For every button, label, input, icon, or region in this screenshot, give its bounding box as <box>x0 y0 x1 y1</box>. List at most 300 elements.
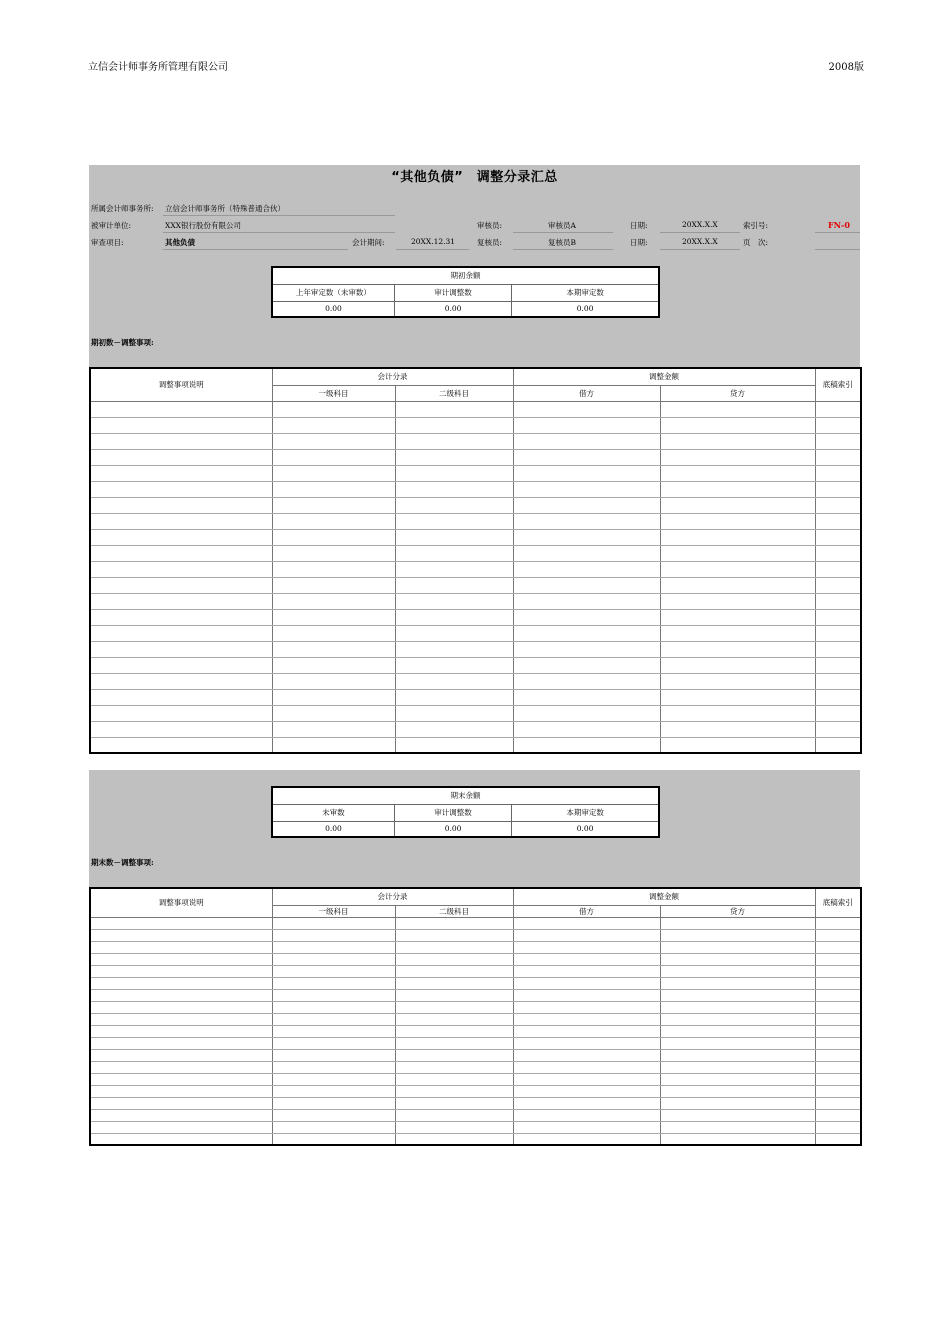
table-cell[interactable] <box>660 641 815 657</box>
table-cell[interactable] <box>395 497 513 513</box>
table-cell[interactable] <box>513 1001 660 1013</box>
table-cell[interactable] <box>660 449 815 465</box>
table-cell[interactable] <box>660 1049 815 1061</box>
table-cell[interactable] <box>815 953 861 965</box>
table-cell[interactable] <box>272 689 395 705</box>
table-cell[interactable] <box>513 1097 660 1109</box>
table-cell[interactable] <box>660 737 815 753</box>
auditor-underline <box>513 232 613 233</box>
table-cell[interactable] <box>90 737 272 753</box>
table-cell[interactable] <box>272 401 395 417</box>
table-cell[interactable] <box>815 657 861 673</box>
table-row <box>90 593 861 609</box>
table-cell[interactable] <box>395 1025 513 1037</box>
table-cell[interactable] <box>272 513 395 529</box>
table-cell[interactable] <box>660 593 815 609</box>
table-cell[interactable] <box>272 673 395 689</box>
table-cell[interactable] <box>90 497 272 513</box>
table-cell[interactable] <box>815 561 861 577</box>
date1-underline <box>660 232 740 233</box>
table-cell[interactable] <box>90 1013 272 1025</box>
table-cell[interactable] <box>815 673 861 689</box>
table-cell[interactable] <box>90 545 272 561</box>
table-cell[interactable] <box>815 593 861 609</box>
table-cell[interactable] <box>395 1013 513 1025</box>
table-cell[interactable] <box>395 953 513 965</box>
table-cell[interactable] <box>513 577 660 593</box>
table-cell[interactable] <box>660 577 815 593</box>
table-cell[interactable] <box>513 1061 660 1073</box>
table-cell[interactable] <box>90 449 272 465</box>
table-cell[interactable] <box>395 561 513 577</box>
table-cell[interactable] <box>513 941 660 953</box>
auditor-label: 审核员: <box>477 221 503 230</box>
table-cell[interactable] <box>513 1073 660 1085</box>
table-cell[interactable] <box>660 1037 815 1049</box>
table-cell[interactable] <box>513 1133 660 1145</box>
table-cell[interactable] <box>90 641 272 657</box>
date2-value: 20XX.X.X <box>682 237 718 246</box>
table-row <box>90 433 861 449</box>
table-row <box>90 917 861 929</box>
table-cell[interactable] <box>395 977 513 989</box>
table-cell[interactable] <box>815 497 861 513</box>
table-cell[interactable] <box>513 953 660 965</box>
table-row <box>90 673 861 689</box>
table-cell[interactable] <box>90 1061 272 1073</box>
table-cell[interactable] <box>815 929 861 941</box>
table-cell[interactable] <box>395 929 513 941</box>
table-row <box>90 721 861 737</box>
table-cell[interactable] <box>660 529 815 545</box>
client-value: XXX银行股份有限公司 <box>165 221 242 230</box>
table-cell[interactable] <box>272 465 395 481</box>
table-cell[interactable] <box>660 989 815 1001</box>
table-cell[interactable] <box>660 1025 815 1037</box>
table-cell[interactable] <box>815 705 861 721</box>
table-cell[interactable] <box>272 1049 395 1061</box>
table-cell[interactable] <box>90 465 272 481</box>
table-cell[interactable] <box>513 561 660 577</box>
table-cell[interactable] <box>815 433 861 449</box>
table-cell[interactable] <box>395 917 513 929</box>
table-cell[interactable] <box>90 1037 272 1049</box>
table-cell[interactable] <box>815 917 861 929</box>
table-cell[interactable] <box>660 1109 815 1121</box>
table-cell[interactable] <box>660 929 815 941</box>
table-cell[interactable] <box>513 1025 660 1037</box>
table-cell[interactable] <box>513 737 660 753</box>
level1-header: 一级科目 <box>272 385 395 401</box>
table-cell[interactable] <box>660 953 815 965</box>
table-cell[interactable] <box>90 593 272 609</box>
table-cell[interactable] <box>513 1121 660 1133</box>
table-cell[interactable] <box>660 497 815 513</box>
table-cell[interactable] <box>815 1073 861 1085</box>
table-cell[interactable] <box>513 1085 660 1097</box>
opening-section-label: 期初数－调整事项: <box>91 338 154 347</box>
table-cell[interactable] <box>90 1109 272 1121</box>
table-cell[interactable] <box>660 1097 815 1109</box>
table-cell[interactable] <box>272 1097 395 1109</box>
table-cell[interactable] <box>272 577 395 593</box>
table-cell[interactable] <box>815 1109 861 1121</box>
entry-header: 会计分录 <box>272 888 513 905</box>
table-cell[interactable] <box>395 1037 513 1049</box>
table-cell[interactable] <box>513 609 660 625</box>
table-cell[interactable] <box>395 721 513 737</box>
table-row <box>90 465 861 481</box>
table-cell[interactable] <box>272 965 395 977</box>
table-cell[interactable] <box>513 965 660 977</box>
table-cell[interactable] <box>815 641 861 657</box>
table-cell[interactable] <box>395 1085 513 1097</box>
table-cell[interactable] <box>815 1085 861 1097</box>
opening-balance-table <box>271 266 660 318</box>
index-value: FN-0 <box>828 220 850 230</box>
table-cell[interactable] <box>90 1133 272 1145</box>
table-cell[interactable] <box>513 401 660 417</box>
table-cell[interactable] <box>90 529 272 545</box>
credit-header: 贷方 <box>660 385 815 401</box>
opening-adjustments-table <box>89 367 862 754</box>
table-cell[interactable] <box>272 737 395 753</box>
table-cell[interactable] <box>90 481 272 497</box>
table-cell[interactable] <box>90 941 272 953</box>
table-cell[interactable] <box>90 989 272 1001</box>
table-cell[interactable] <box>272 529 395 545</box>
table-cell[interactable] <box>815 1049 861 1061</box>
table-cell[interactable] <box>815 625 861 641</box>
table-row <box>90 657 861 673</box>
table-cell[interactable] <box>272 1013 395 1025</box>
closing-col-1: 未审数 <box>272 804 394 821</box>
table-cell[interactable] <box>513 929 660 941</box>
table-cell[interactable] <box>513 689 660 705</box>
index-underline <box>815 232 860 233</box>
table-cell[interactable] <box>90 977 272 989</box>
table-cell[interactable] <box>272 449 395 465</box>
table-cell[interactable] <box>395 593 513 609</box>
date2-label: 日期: <box>630 238 648 247</box>
table-cell[interactable] <box>90 561 272 577</box>
table-cell[interactable] <box>395 965 513 977</box>
table-cell[interactable] <box>815 737 861 753</box>
table-cell[interactable] <box>815 529 861 545</box>
table-cell[interactable] <box>272 1061 395 1073</box>
table-cell[interactable] <box>272 705 395 721</box>
table-cell[interactable] <box>815 1121 861 1133</box>
table-cell[interactable] <box>90 705 272 721</box>
table-cell[interactable] <box>660 965 815 977</box>
table-cell[interactable] <box>272 417 395 433</box>
table-cell[interactable] <box>660 561 815 577</box>
table-cell[interactable] <box>815 513 861 529</box>
amount-header: 调整金额 <box>513 888 815 905</box>
table-cell[interactable] <box>815 1013 861 1025</box>
table-cell[interactable] <box>660 1085 815 1097</box>
table-cell[interactable] <box>90 625 272 641</box>
table-cell[interactable] <box>513 917 660 929</box>
table-cell[interactable] <box>660 417 815 433</box>
index-label: 索引号: <box>743 221 769 230</box>
table-cell[interactable] <box>395 641 513 657</box>
date1-label: 日期: <box>630 221 648 230</box>
table-cell[interactable] <box>513 1049 660 1061</box>
table-cell[interactable] <box>395 481 513 497</box>
table-cell[interactable] <box>272 1121 395 1133</box>
table-cell[interactable] <box>395 577 513 593</box>
item-underline <box>163 249 348 250</box>
table-cell[interactable] <box>395 433 513 449</box>
table-cell[interactable] <box>90 689 272 705</box>
table-cell[interactable] <box>90 953 272 965</box>
table-cell[interactable] <box>513 673 660 689</box>
table-cell[interactable] <box>272 609 395 625</box>
table-cell[interactable] <box>815 1025 861 1037</box>
table-cell[interactable] <box>272 593 395 609</box>
reviewer-underline <box>513 249 613 250</box>
table-cell[interactable] <box>513 1013 660 1025</box>
table-cell[interactable] <box>815 577 861 593</box>
table-cell[interactable] <box>513 529 660 545</box>
table-cell[interactable] <box>513 1037 660 1049</box>
table-row <box>90 1037 861 1049</box>
table-cell[interactable] <box>272 941 395 953</box>
period-underline <box>396 249 469 250</box>
table-cell[interactable] <box>660 657 815 673</box>
table-row <box>90 1109 861 1121</box>
table-cell[interactable] <box>272 929 395 941</box>
table-cell[interactable] <box>660 625 815 641</box>
table-cell[interactable] <box>395 401 513 417</box>
table-row <box>90 941 861 953</box>
table-cell[interactable] <box>90 401 272 417</box>
table-row <box>90 737 861 753</box>
table-cell[interactable] <box>90 1025 272 1037</box>
table-cell[interactable] <box>272 545 395 561</box>
table-row <box>90 929 861 941</box>
table-cell[interactable] <box>90 929 272 941</box>
table-cell[interactable] <box>815 721 861 737</box>
table-cell[interactable] <box>272 433 395 449</box>
table-row <box>90 609 861 625</box>
table-cell[interactable] <box>90 673 272 689</box>
table-cell[interactable] <box>272 989 395 1001</box>
table-cell[interactable] <box>513 465 660 481</box>
table-cell[interactable] <box>272 977 395 989</box>
table-row <box>90 449 861 465</box>
table-cell[interactable] <box>272 641 395 657</box>
table-cell[interactable] <box>90 1097 272 1109</box>
table-cell[interactable] <box>513 977 660 989</box>
table-cell[interactable] <box>660 1001 815 1013</box>
table-cell[interactable] <box>513 513 660 529</box>
item-value: 其他负债 <box>165 238 195 247</box>
table-cell[interactable] <box>815 689 861 705</box>
table-cell[interactable] <box>815 1037 861 1049</box>
table-cell[interactable] <box>395 417 513 433</box>
table-cell[interactable] <box>272 953 395 965</box>
amount-header: 调整金额 <box>513 368 815 385</box>
table-cell[interactable] <box>395 1061 513 1073</box>
table-cell[interactable] <box>660 1061 815 1073</box>
table-cell[interactable] <box>90 513 272 529</box>
opening-col-1: 上年审定数（未审数） <box>272 284 394 301</box>
table-row <box>90 953 861 965</box>
table-cell[interactable] <box>660 433 815 449</box>
table-row <box>90 641 861 657</box>
closing-value-1: 0.00 <box>272 821 394 837</box>
table-cell[interactable] <box>395 609 513 625</box>
table-cell[interactable] <box>660 481 815 497</box>
table-cell[interactable] <box>513 481 660 497</box>
table-cell[interactable] <box>660 1133 815 1145</box>
table-cell[interactable] <box>395 529 513 545</box>
table-cell[interactable] <box>395 989 513 1001</box>
table-cell[interactable] <box>90 1121 272 1133</box>
table-cell[interactable] <box>660 705 815 721</box>
table-cell[interactable] <box>90 433 272 449</box>
table-cell[interactable] <box>272 1085 395 1097</box>
table-cell[interactable] <box>272 721 395 737</box>
table-cell[interactable] <box>272 1025 395 1037</box>
table-cell[interactable] <box>395 545 513 561</box>
table-cell[interactable] <box>660 941 815 953</box>
table-cell[interactable] <box>513 449 660 465</box>
table-cell[interactable] <box>395 737 513 753</box>
table-cell[interactable] <box>513 721 660 737</box>
table-cell[interactable] <box>513 433 660 449</box>
table-cell[interactable] <box>815 1097 861 1109</box>
table-cell[interactable] <box>513 497 660 513</box>
table-cell[interactable] <box>395 449 513 465</box>
table-cell[interactable] <box>272 917 395 929</box>
table-cell[interactable] <box>815 989 861 1001</box>
table-cell[interactable] <box>272 497 395 513</box>
table-cell[interactable] <box>513 657 660 673</box>
table-cell[interactable] <box>395 1109 513 1121</box>
table-cell[interactable] <box>90 1073 272 1085</box>
table-cell[interactable] <box>90 577 272 593</box>
table-cell[interactable] <box>395 1073 513 1085</box>
table-cell[interactable] <box>513 989 660 1001</box>
table-cell[interactable] <box>272 1073 395 1085</box>
table-cell[interactable] <box>660 917 815 929</box>
table-cell[interactable] <box>395 1049 513 1061</box>
table-cell[interactable] <box>272 561 395 577</box>
client-label: 被审计单位: <box>91 221 132 230</box>
table-cell[interactable] <box>660 545 815 561</box>
table-cell[interactable] <box>395 1133 513 1145</box>
table-cell[interactable] <box>395 705 513 721</box>
table-row <box>90 1013 861 1025</box>
table-cell[interactable] <box>815 417 861 433</box>
table-cell[interactable] <box>395 657 513 673</box>
table-cell[interactable] <box>815 609 861 625</box>
table-cell[interactable] <box>90 1001 272 1013</box>
table-cell[interactable] <box>395 1001 513 1013</box>
table-cell[interactable] <box>395 941 513 953</box>
table-cell[interactable] <box>815 401 861 417</box>
table-cell[interactable] <box>395 689 513 705</box>
table-cell[interactable] <box>660 465 815 481</box>
table-cell[interactable] <box>815 941 861 953</box>
table-cell[interactable] <box>660 1121 815 1133</box>
table-cell[interactable] <box>90 1049 272 1061</box>
opening-col-2: 审计调整数 <box>394 284 511 301</box>
table-cell[interactable] <box>660 513 815 529</box>
table-cell[interactable] <box>815 481 861 497</box>
table-row <box>90 513 861 529</box>
table-cell[interactable] <box>513 705 660 721</box>
version-label: 2008版 <box>828 62 864 73</box>
table-cell[interactable] <box>395 465 513 481</box>
table-cell[interactable] <box>90 657 272 673</box>
client-underline <box>163 232 395 233</box>
table-cell[interactable] <box>395 625 513 641</box>
table-cell[interactable] <box>660 721 815 737</box>
closing-value-3: 0.00 <box>512 821 659 837</box>
table-cell[interactable] <box>513 625 660 641</box>
table-cell[interactable] <box>815 1133 861 1145</box>
table-cell[interactable] <box>395 673 513 689</box>
table-cell[interactable] <box>815 545 861 561</box>
table-cell[interactable] <box>815 449 861 465</box>
table-cell[interactable] <box>272 625 395 641</box>
table-cell[interactable] <box>90 965 272 977</box>
table-cell[interactable] <box>272 1037 395 1049</box>
table-cell[interactable] <box>272 1001 395 1013</box>
table-cell[interactable] <box>513 593 660 609</box>
table-cell[interactable] <box>90 721 272 737</box>
table-cell[interactable] <box>815 1061 861 1073</box>
table-cell[interactable] <box>90 1085 272 1097</box>
table-cell[interactable] <box>395 1121 513 1133</box>
table-cell[interactable] <box>513 545 660 561</box>
table-cell[interactable] <box>815 965 861 977</box>
table-cell[interactable] <box>660 1013 815 1025</box>
table-cell[interactable] <box>815 465 861 481</box>
table-cell[interactable] <box>660 977 815 989</box>
table-cell[interactable] <box>660 673 815 689</box>
table-cell[interactable] <box>272 657 395 673</box>
opening-value-2: 0.00 <box>394 301 511 317</box>
table-cell[interactable] <box>395 1097 513 1109</box>
table-cell[interactable] <box>660 689 815 705</box>
table-cell[interactable] <box>660 401 815 417</box>
table-cell[interactable] <box>272 1109 395 1121</box>
table-row <box>90 481 861 497</box>
table-cell[interactable] <box>815 977 861 989</box>
table-cell[interactable] <box>272 481 395 497</box>
table-cell[interactable] <box>90 417 272 433</box>
table-cell[interactable] <box>660 1073 815 1085</box>
table-cell[interactable] <box>660 609 815 625</box>
table-row <box>90 965 861 977</box>
credit-header: 贷方 <box>660 905 815 917</box>
table-cell[interactable] <box>395 513 513 529</box>
period-label: 会计期间: <box>352 238 385 247</box>
table-cell[interactable] <box>513 417 660 433</box>
table-cell[interactable] <box>90 609 272 625</box>
table-cell[interactable] <box>513 1109 660 1121</box>
table-cell[interactable] <box>815 1001 861 1013</box>
table-cell[interactable] <box>90 917 272 929</box>
table-row <box>90 561 861 577</box>
table-cell[interactable] <box>513 641 660 657</box>
table-cell[interactable] <box>272 1133 395 1145</box>
